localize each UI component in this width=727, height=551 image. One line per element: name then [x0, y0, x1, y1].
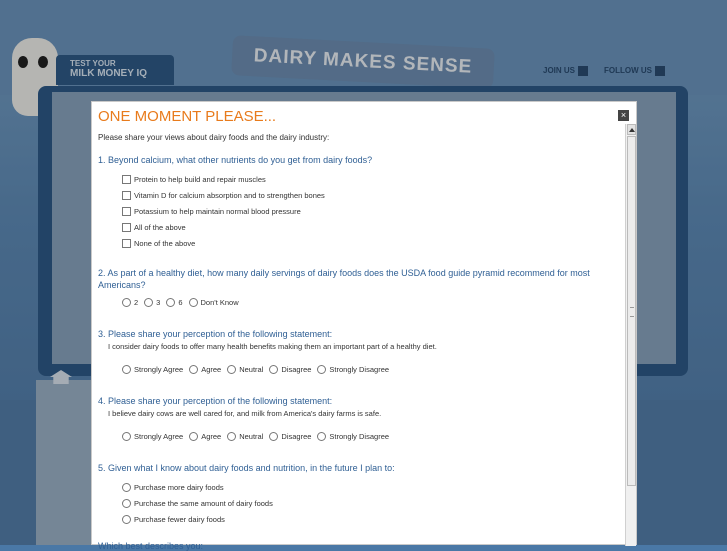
q2-option-6[interactable]: 6: [166, 298, 182, 307]
radio[interactable]: [122, 432, 131, 441]
radio[interactable]: [189, 365, 198, 374]
checkbox[interactable]: [122, 207, 131, 216]
q5-option-same[interactable]: Purchase the same amount of dairy foods: [122, 495, 618, 511]
question-6-title: Which best describes you:: [98, 541, 204, 551]
question-4-title: 4. Please share your perception of the following statement:: [98, 396, 333, 406]
radio[interactable]: [317, 432, 326, 441]
question-3-statement: I consider dairy foods to offer many health benefits making them an important part of a healthy diet.: [108, 342, 437, 351]
q2-option-3[interactable]: 3: [144, 298, 160, 307]
radio[interactable]: [122, 298, 131, 307]
radio[interactable]: [122, 499, 131, 508]
question-5: [98, 462, 618, 527]
question-1: [98, 154, 618, 251]
q4-option-neutral[interactable]: Neutral: [227, 432, 263, 441]
checkbox[interactable]: [122, 191, 131, 200]
test-tab-line2: MILK MONEY IQ: [70, 68, 148, 79]
question-2-title: 2. As part of a healthy diet, how many daily servings of dairy foods does the USDA food guide pyramid recommend for most Americans?: [98, 268, 590, 290]
q3-option-agree[interactable]: Agree: [189, 365, 221, 374]
q3-option-neutral[interactable]: Neutral: [227, 365, 263, 374]
radio[interactable]: [227, 365, 236, 374]
q2-option-2[interactable]: 2: [122, 298, 138, 307]
q4-option-agree[interactable]: Agree: [189, 432, 221, 441]
q3-option-disagree[interactable]: Disagree: [269, 365, 311, 374]
modal-title: ONE MOMENT PLEASE...: [98, 108, 277, 125]
site-banner: DAIRY MAKES SENSE: [231, 35, 495, 89]
q1-option-protein[interactable]: Protein to help build and repair muscles: [122, 171, 618, 187]
close-button[interactable]: ×: [618, 110, 629, 121]
radio[interactable]: [122, 483, 131, 492]
checkbox[interactable]: [122, 223, 131, 232]
q3-option-strongly-agree[interactable]: Strongly Agree: [122, 365, 183, 374]
survey-content: [92, 128, 624, 551]
q2-option-dont-know[interactable]: Don't Know: [189, 298, 239, 307]
q1-option-potassium[interactable]: Potassium to help maintain normal blood pressure: [122, 203, 618, 219]
question-4-statement: I believe dairy cows are well cared for, and milk from America's dairy farms is safe.: [108, 409, 382, 418]
radio[interactable]: [189, 432, 198, 441]
question-1-title: 1. Beyond calcium, what other nutrients do you get from dairy foods?: [98, 155, 373, 165]
scrollbar[interactable]: [625, 124, 636, 546]
radio[interactable]: [317, 365, 326, 374]
q4-option-disagree[interactable]: Disagree: [269, 432, 311, 441]
radio[interactable]: [189, 298, 198, 307]
q1-option-none[interactable]: None of the above: [122, 235, 618, 251]
question-4: [98, 395, 618, 442]
grip-icon: [630, 307, 634, 317]
question-3-title: 3. Please share your perception of the following statement:: [98, 329, 333, 339]
question-2: [98, 267, 618, 308]
question-5-title: 5. Given what I know about dairy foods and nutrition, in the future I plan to:: [98, 463, 395, 473]
join-us-label: JOIN US: [543, 66, 576, 76]
radio[interactable]: [122, 515, 131, 524]
q5-option-more[interactable]: Purchase more dairy foods: [122, 479, 618, 495]
q4-option-strongly-agree[interactable]: Strongly Agree: [122, 432, 183, 441]
checkbox[interactable]: [122, 239, 131, 248]
radio[interactable]: [166, 298, 175, 307]
q1-option-vitamin-d[interactable]: Vitamin D for calcium absorption and to strengthen bones: [122, 187, 618, 203]
radio[interactable]: [269, 365, 278, 374]
radio[interactable]: [227, 432, 236, 441]
survey-modal: [91, 101, 637, 551]
radio[interactable]: [269, 432, 278, 441]
follow-us-label: FOLLOW US: [604, 66, 652, 76]
scrollbar-thumb[interactable]: [627, 136, 636, 486]
survey-intro: Please share your views about dairy foods and the dairy industry:: [98, 133, 330, 142]
q5-option-fewer[interactable]: Purchase fewer dairy foods: [122, 511, 618, 527]
radio[interactable]: [122, 365, 131, 374]
question-3: [98, 328, 618, 375]
test-tab-line1: TEST YOUR: [70, 59, 116, 68]
q1-option-all[interactable]: All of the above: [122, 219, 618, 235]
q3-option-strongly-disagree[interactable]: Strongly Disagree: [317, 365, 389, 374]
scroll-up-arrow-icon[interactable]: [627, 124, 636, 135]
checkbox[interactable]: [122, 175, 131, 184]
radio[interactable]: [144, 298, 153, 307]
q4-option-strongly-disagree[interactable]: Strongly Disagree: [317, 432, 389, 441]
